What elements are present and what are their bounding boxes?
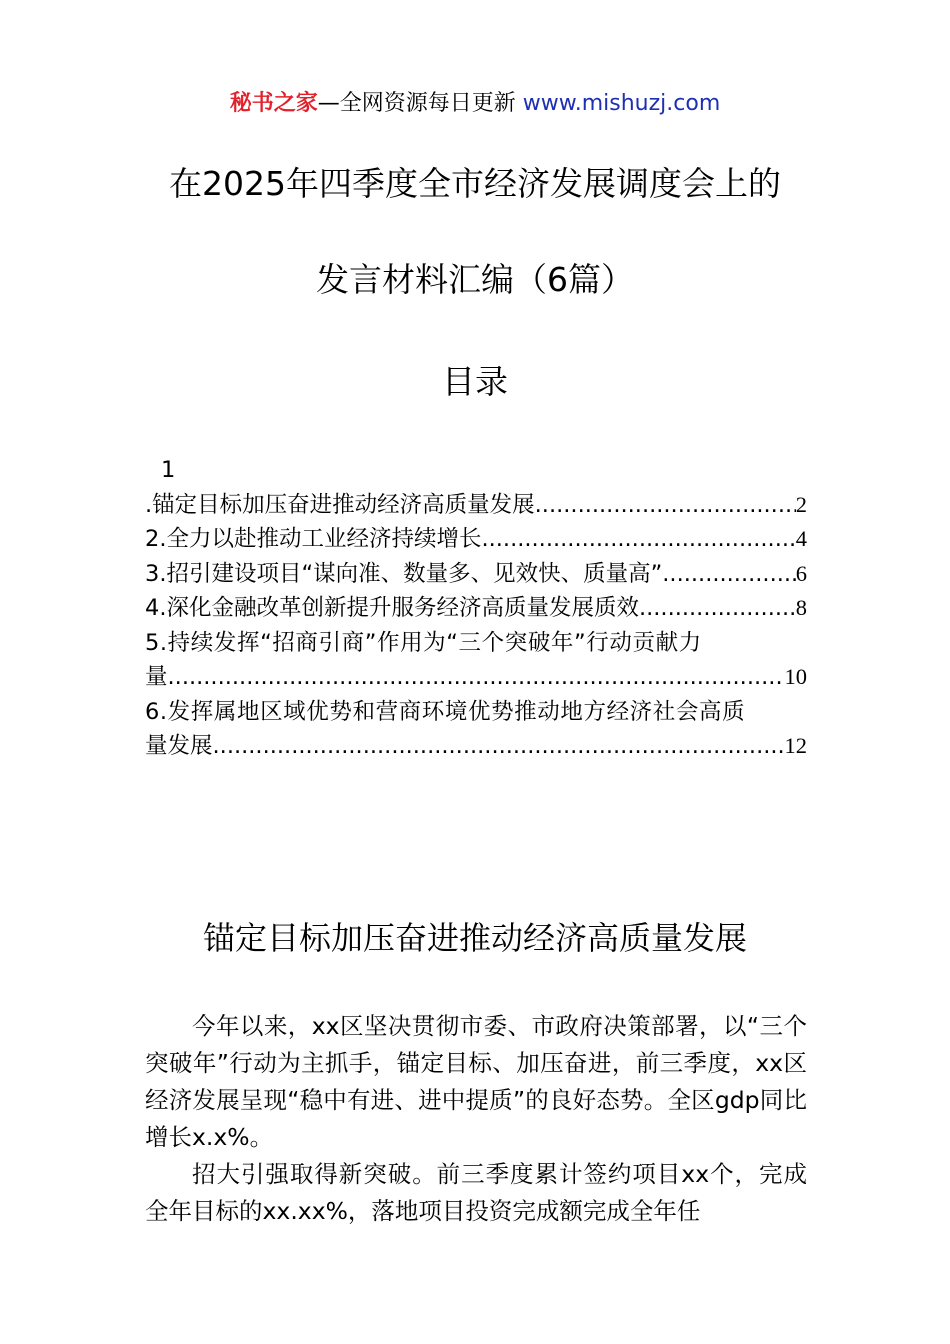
banner-tagline: —全网资源每日更新 [317,91,523,116]
toc-entry-2[interactable] [145,522,807,557]
toc-entry-text: 4.深化金融改革创新提升服务经济高质量发展质效 [145,595,639,621]
toc-page-number: 2 [795,491,807,517]
toc-entry-text-line1: 6.发挥属地区域优势和营商环境优势推动地方经济社会高质 [145,698,746,725]
toc-leader-dots [481,522,795,557]
toc-entry-text: 2.全力以赴推动工业经济持续增长 [145,526,482,552]
table-of-contents [145,453,807,764]
toc-entry-text-line2: 量发展 [145,733,213,759]
toc-page-number: 10 [784,664,807,689]
toc-heading: 目录 [442,362,508,401]
toc-entry-5[interactable] [145,626,807,695]
body-paragraph-1: 今年以来，xx区坚决贯彻市委、市政府决策部署，以“三个突破年”行动为主抓手，锚定目标、加压奋进，前三季度，xx区经济发展呈现“稳中有进、进中提质”的良好态势。全区gdp同比增长x.x%。 [145,1012,807,1151]
toc-entry-3[interactable] [145,557,807,592]
toc-leader-dots [213,729,785,764]
toc-entry-6[interactable] [145,695,807,764]
toc-page-number: 8 [795,595,807,620]
toc-entry-text-line2: 量 [145,664,168,690]
document-title-line1: 在2025年四季度全市经济发展调度会上的 [169,164,781,203]
toc-page-number: 6 [795,560,807,586]
document-title-line2: 发言材料汇编（6篇） [316,260,634,299]
body-paragraph-2: 招大引强取得新突破。前三季度累计签约项目xx个，完成全年目标的xx.xx%，落地项目投资完成额完成全年任 [145,1160,807,1225]
toc-leader-dots [168,660,785,695]
toc-entry-text-line1: 5.持续发挥“招商引商”作用为“三个突破年”行动贡献力 [145,629,702,656]
toc-entry-1[interactable] [145,488,807,523]
toc-entry-text: .锚定目标加压奋进推动经济高质量发展 [145,491,535,518]
site-banner [0,88,950,120]
toc-leader-dots [639,591,796,626]
section-title: 锚定目标加压奋进推动经济高质量发展 [202,919,747,957]
site-url-link[interactable]: www.mishuzj.com [522,91,721,116]
toc-first-number: 1 [161,457,176,483]
toc-entry-4[interactable] [145,591,807,626]
section-body [145,1008,807,1230]
toc-leader-dots [535,488,796,523]
toc-page-number: 4 [795,526,807,551]
toc-page-number: 12 [784,733,807,758]
brand-name: 秘书之家 [229,91,318,116]
toc-leader-dots [662,557,795,592]
toc-entry-text: 3.招引建设项目“谋向准、数量多、见效快、质量高” [145,560,663,587]
